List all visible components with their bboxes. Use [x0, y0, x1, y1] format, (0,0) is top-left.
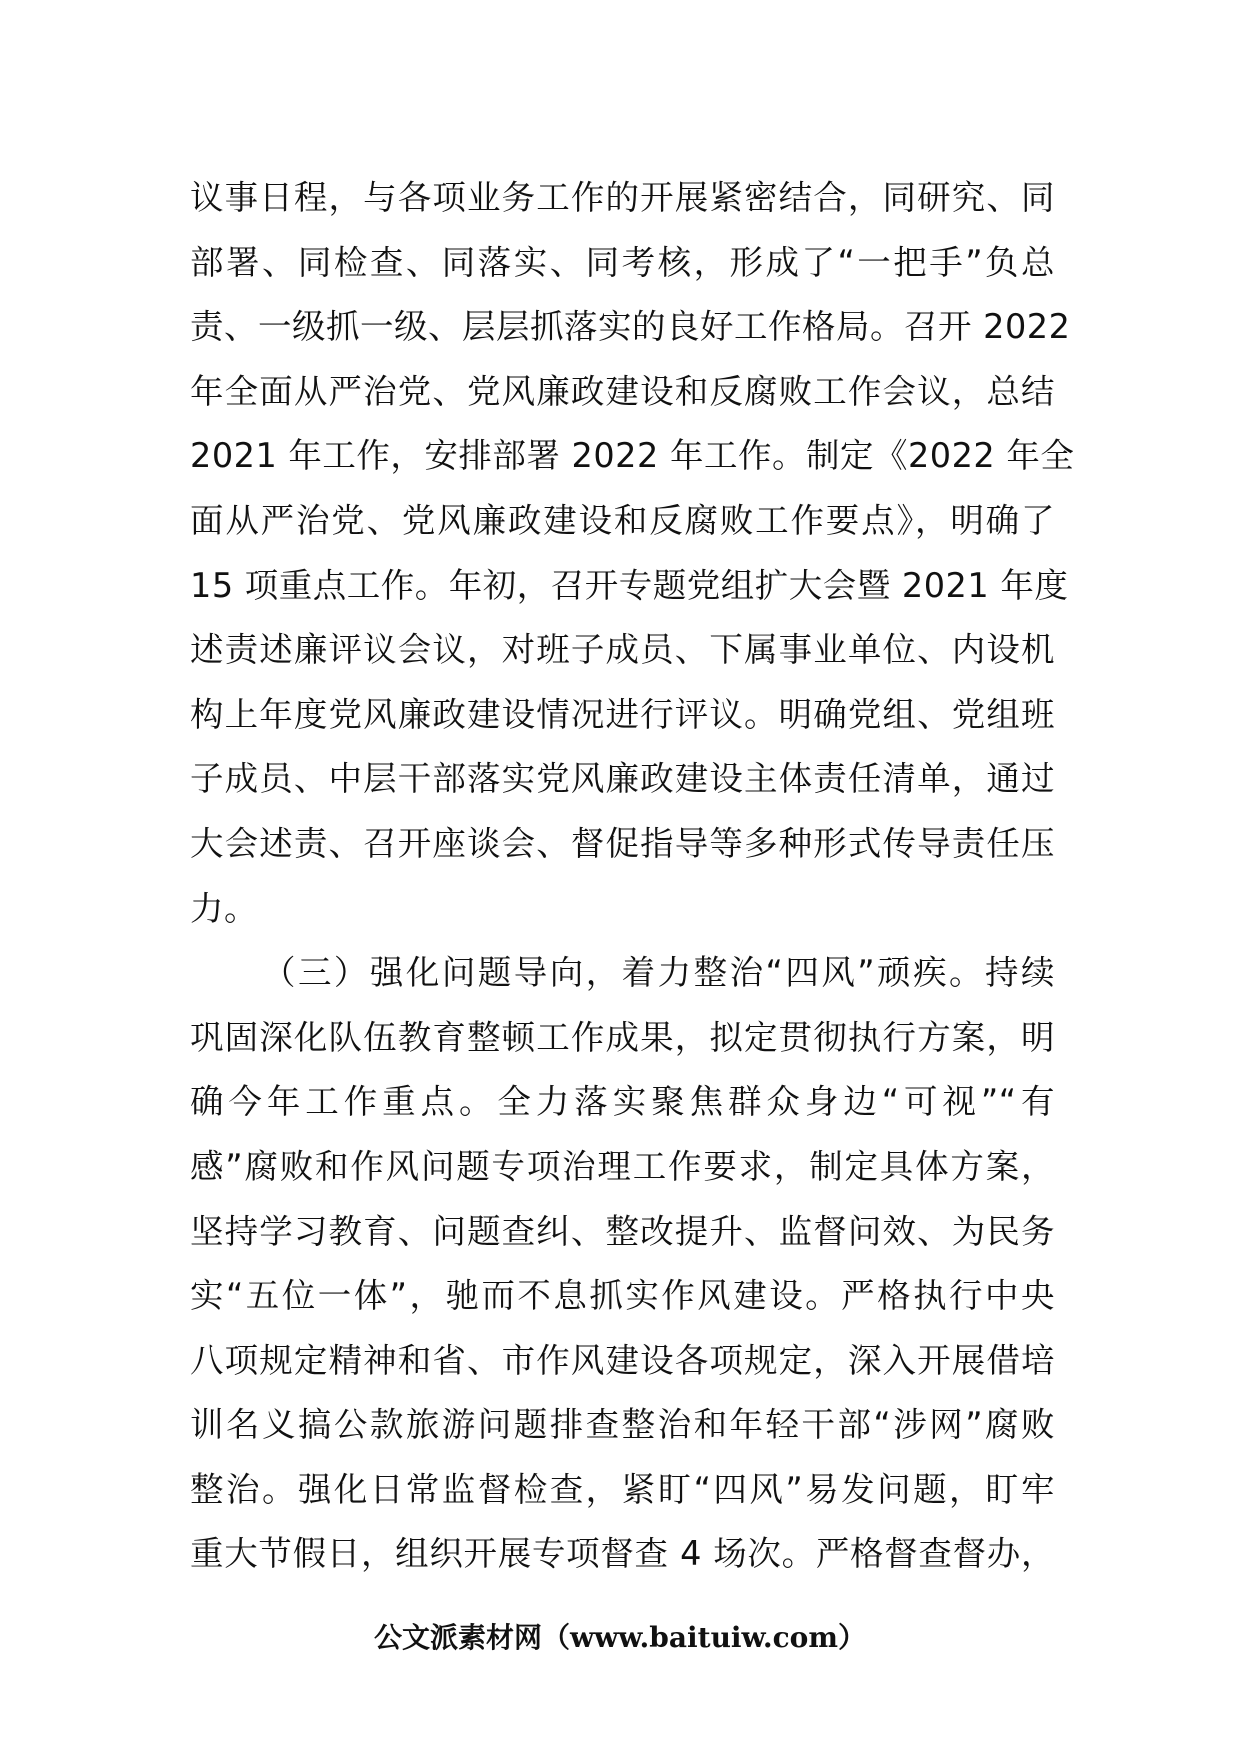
text-line: 确今年工作重点。全力落实聚焦群众身边“可视”“有: [190, 1082, 1055, 1122]
text-line: 述责述廉评议会议，对班子成员、下属事业单位、内设机: [190, 630, 1055, 670]
text-line: 感”腐败和作风问题专项治理工作要求，制定具体方案，: [190, 1146, 1055, 1186]
text-line: 议事日程，与各项业务工作的开展紧密结合，同研究、同: [190, 178, 1055, 217]
text-line: 年全面从严治党、党风廉政建设和反腐败工作会议，总结: [190, 371, 1055, 411]
text-line: 整治。强化日常监督检查，紧盯“四风”易发问题，盯牢: [190, 1469, 1055, 1509]
text-line: 面从严治党、党风廉政建设和反腐败工作要点》，明确了: [190, 500, 1055, 540]
text-line: 部署、同检查、同落实、同考核，形成了“一把手”负总: [190, 242, 1055, 282]
text-line: 责、一级抓一级、层层抓落实的良好工作格局。召开 2022: [190, 307, 1071, 347]
text-line: 实“五位一体”，驰而不息抓实作风建设。严格执行中央: [190, 1276, 1055, 1316]
text-line: 2021 年工作，安排部署 2022 年工作。制定《2022 年全: [190, 436, 1075, 476]
text-line: 子成员、中层干部落实党风廉政建设主体责任清单，通过: [190, 759, 1055, 799]
text-line: 力。: [190, 888, 258, 928]
text-line: 构上年度党风廉政建设情况进行评议。明确党组、党组班: [190, 694, 1055, 734]
text-line: 坚持学习教育、问题查纠、整改提升、监督问效、为民务: [190, 1211, 1055, 1251]
text-line: 训名义搞公款旅游问题排查整治和年轻干部“涉网”腐败: [190, 1405, 1055, 1445]
text-line: 八项规定精神和省、市作风建设各项规定，深入开展借培: [190, 1340, 1055, 1380]
footer-watermark: 公文派素材网（www.baituiw.com）: [374, 1621, 866, 1654]
document-body: [190, 166, 1075, 1587]
text-line: 重大节假日，组织开展专项督查 4 场次。严格督查督办，: [190, 1534, 1055, 1574]
text-line: 巩固深化队伍教育整顿工作成果，拟定贯彻执行方案，明: [190, 1017, 1055, 1057]
text-line: 15 项重点工作。年初，召开专题党组扩大会暨 2021 年度: [190, 565, 1069, 605]
text-line: 大会述责、召开座谈会、督促指导等多种形式传导责任压: [190, 823, 1055, 863]
section-heading-line: （三）强化问题导向，着力整治“四风”顽疾。持续: [262, 953, 1055, 993]
